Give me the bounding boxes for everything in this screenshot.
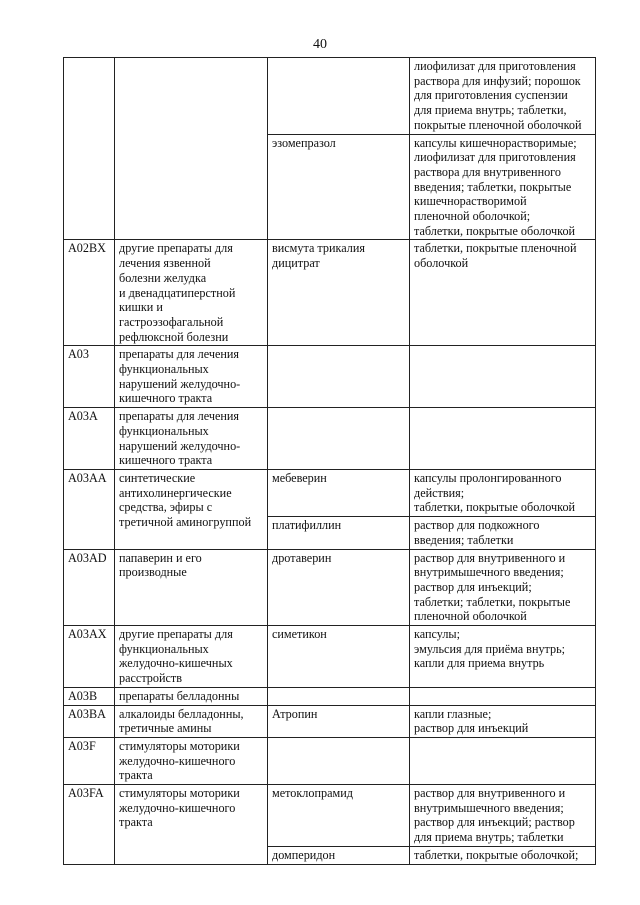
inn-cell [268,737,410,784]
table-row [64,408,596,470]
dosage-form-cell: раствор для подкожного введения; таблетки [410,517,596,549]
atc-group-cell: синтетические антихолинергические средства, эфиры с третичной аминогруппой [115,469,268,549]
dosage-form-cell: капсулы пролонгированного действия; таблетки, покрытые оболочкой [410,469,596,516]
inn-cell: дротаверин [268,549,410,626]
inn-cell: домперидон [268,846,410,864]
atc-code-cell: A03BA [64,705,115,737]
inn-cell: висмута трикалия дицитрат [268,240,410,346]
table-row [64,346,596,408]
dosage-form-cell [410,737,596,784]
inn-cell [268,346,410,408]
page-number: 40 [313,37,327,52]
table-row [64,705,596,737]
atc-code-cell: A03F [64,737,115,784]
atc-group-cell: препараты для лечения функциональных нарушений желудочно- кишечного тракта [115,408,268,470]
table-row [64,626,596,688]
table-row [64,469,596,516]
table-row [64,240,596,346]
dosage-form-cell [410,408,596,470]
dosage-form-cell: раствор для внутривенного и внутримышечного введения; раствор для инъекций; таблетки; таблетки, покрытые пленочной оболочкой [410,549,596,626]
atc-code-cell: A03AX [64,626,115,688]
dosage-form-cell: таблетки, покрытые оболочкой; [410,846,596,864]
inn-cell: платифиллин [268,517,410,549]
inn-cell: эзомепразол [268,134,410,240]
atc-group-cell: другие препараты для лечения язвенной болезни желудка и двенадцатиперстной кишки и гастроэзофагальной рефлюксной болезни [115,240,268,346]
atc-code-cell: A03B [64,687,115,705]
table-row [64,737,596,784]
table-row [64,549,596,626]
atc-code-cell: A03FA [64,785,115,865]
drug-classification-table [63,57,596,865]
atc-code-cell: A03 [64,346,115,408]
dosage-form-cell: раствор для внутривенного и внутримышечного введения; раствор для инъекций; раствор для приема внутрь; таблетки [410,785,596,847]
atc-group-cell [115,58,268,240]
inn-cell: метоклопрамид [268,785,410,847]
table-row [64,687,596,705]
inn-cell [268,58,410,135]
atc-code-cell: A03AA [64,469,115,549]
atc-code-cell: A03AD [64,549,115,626]
atc-group-cell: алкалоиды белладонны, третичные амины [115,705,268,737]
atc-code-cell [64,58,115,240]
atc-group-cell: препараты для лечения функциональных нарушений желудочно- кишечного тракта [115,346,268,408]
dosage-form-cell: таблетки, покрытые пленочной оболочкой [410,240,596,346]
atc-code-cell: A02BX [64,240,115,346]
inn-cell [268,408,410,470]
dosage-form-cell: капли глазные; раствор для инъекций [410,705,596,737]
atc-group-cell: стимуляторы моторики желудочно-кишечного тракта [115,785,268,865]
inn-cell: Атропин [268,705,410,737]
dosage-form-cell [410,346,596,408]
inn-cell [268,687,410,705]
inn-cell: симетикон [268,626,410,688]
inn-cell: мебеверин [268,469,410,516]
atc-group-cell: препараты белладонны [115,687,268,705]
atc-group-cell: стимуляторы моторики желудочно-кишечного тракта [115,737,268,784]
table-row [64,785,596,847]
dosage-form-cell: капсулы; эмульсия для приёма внутрь; капли для приема внутрь [410,626,596,688]
atc-group-cell: папаверин и его производные [115,549,268,626]
dosage-form-cell [410,687,596,705]
dosage-form-cell: капсулы кишечнорастворимые; лиофилизат для приготовления раствора для внутривенного введения; таблетки, покрытые кишечнорастворимой пленочной оболочкой; таблетки, покрытые оболочкой [410,134,596,240]
atc-group-cell: другие препараты для функциональных желудочно-кишечных расстройств [115,626,268,688]
dosage-form-cell: лиофилизат для приготовления раствора для инфузий; порошок для приготовления суспензии для приема внутрь; таблетки, покрытые пленочной оболочкой [410,58,596,135]
table-row [64,58,596,135]
atc-code-cell: A03A [64,408,115,470]
